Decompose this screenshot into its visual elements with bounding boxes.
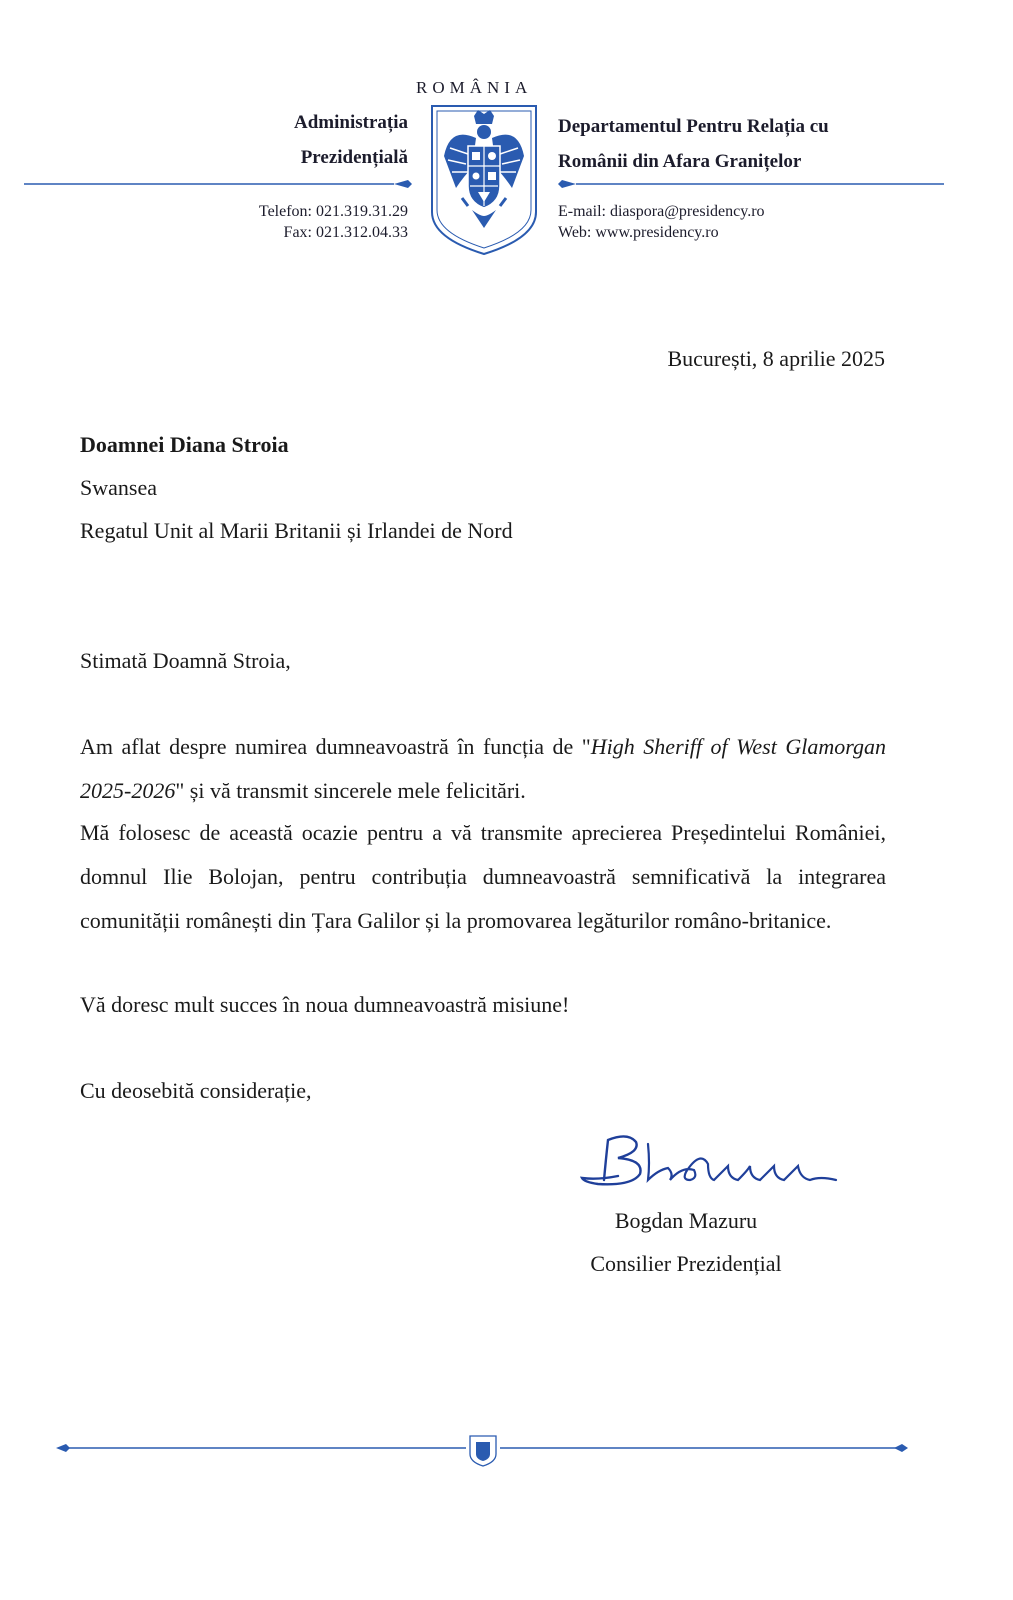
recipient-country: Regatul Unit al Marii Britanii și Irlandei de Nord — [80, 518, 513, 543]
romanian-coat-of-arms-icon — [428, 102, 540, 258]
paragraph-2: Mă folosesc de această ocazie pentru a vă transmite aprecierea Președintelui României, domnul Ilie Bolojan, pentru contribuția dumneavoastră semnificativă la integrarea comunității românești din Țara Galilor și la promovarea legăturilor româno-britanice. — [80, 820, 886, 933]
paragraph-1-end: " și vă transmit sincerele mele felicitări. — [175, 778, 526, 803]
handwritten-signature — [578, 1130, 848, 1192]
signer-title: Consilier Prezidențial — [590, 1251, 782, 1276]
closing: Cu deosebită considerație, — [80, 1078, 312, 1103]
paragraph-1-italic: High Sheriff of West Glamorgan 2025-2026 — [80, 734, 887, 803]
header-web: Web: www.presidency.ro — [558, 224, 719, 241]
paragraph-3: Vă doresc mult succes în noua dumneavoastră misiune! — [80, 992, 570, 1017]
header-left-title-1: Administrația — [294, 112, 408, 133]
header-rule-right — [556, 176, 946, 192]
paragraph-1 — [80, 725, 886, 813]
header-fax: Fax: 021.312.04.33 — [283, 224, 408, 241]
header-right-title-1: Departamentul Pentru Relația cu — [558, 116, 829, 137]
signer-name: Bogdan Mazuru — [614, 1208, 758, 1233]
header-left-title-2: Prezidențială — [300, 147, 408, 168]
header-email: E-mail: diaspora@presidency.ro — [558, 203, 765, 220]
salutation: Stimată Doamnă Stroia, — [80, 648, 291, 673]
recipient-name: Doamnei Diana Stroia — [80, 432, 289, 457]
footer-rule — [56, 1432, 912, 1468]
header-phone: Telefon: 021.319.31.29 — [258, 203, 408, 220]
recipient-city: Swansea — [80, 475, 157, 500]
header-country: ROMÂNIA — [416, 78, 533, 97]
header-right-title-2: Românii din Afara Granițelor — [558, 151, 802, 172]
place-date: București, 8 aprilie 2025 — [667, 346, 885, 371]
header-rule-left — [24, 176, 414, 192]
paragraph-1-start: Am aflat despre numirea dumneavoastră în funcția de " — [80, 734, 591, 759]
